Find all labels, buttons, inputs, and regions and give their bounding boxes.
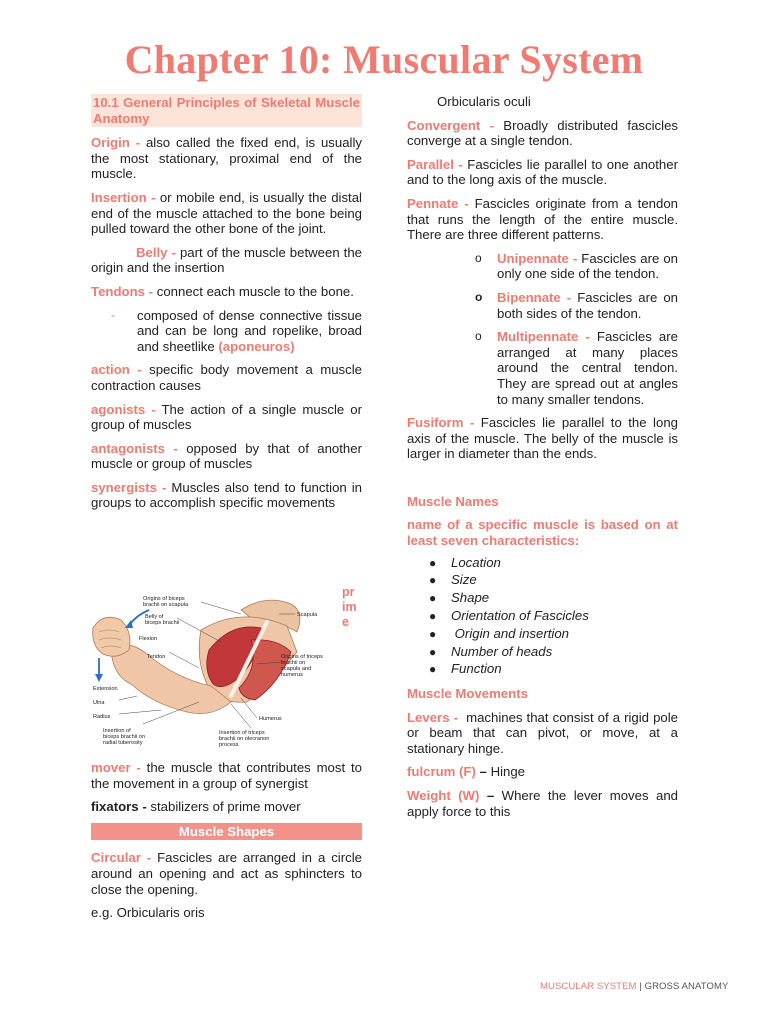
prime-fragment: pr im e <box>342 585 357 629</box>
left-column <box>91 94 362 519</box>
parallel-entry: Parallel - Fascicles lie parallel to one another and to the long axis of the muscle. <box>407 156 678 188</box>
label-origins-biceps: Origins of biceps brachii on scapula <box>143 596 189 608</box>
list-item: ● Origin and insertion <box>429 625 570 641</box>
eg-text: e.g. Orbicularis oris <box>91 905 205 921</box>
label-origins-triceps: Origins of triceps brachii on scapula and humerus <box>281 654 323 678</box>
page-title: Chapter 10: Muscular System <box>124 37 644 82</box>
fusiform-entry: Fusiform - Fascicles lie parallel to the long axis of the muscle. The belly of the muscle is larger in diameter than the ends. <box>407 415 678 462</box>
label-insertion-biceps: Insertion of biceps brachii on radial tuberosity <box>103 728 145 746</box>
muscle-shapes-bar: Muscle Shapes <box>91 823 362 841</box>
label-scapula: Scapula <box>297 612 318 618</box>
belly-entry: Belly - part of the muscle between the origin and the insertion <box>91 244 363 276</box>
list-item: ● Number of heads <box>429 643 553 659</box>
muscle-names-intro: name of a specific muscle is based on at least seven characteristics: <box>407 517 678 549</box>
tendons-entry: Tendons - connect each muscle to the bone. <box>91 283 354 299</box>
label-ulna: Ulna <box>93 700 105 706</box>
left-column-lower <box>91 760 362 929</box>
levers-entry: Levers - machines that consist of a rigid pole or beam that can pivot, or move, at a stationary hinge. <box>407 709 678 756</box>
label-flexion: Flexion <box>139 636 158 642</box>
weight-entry: Weight (W) – Where the lever moves and apply force to this <box>407 787 679 819</box>
label-tendon: Tendon <box>147 654 166 660</box>
mover-entry: mover - the muscle that contributes most to the movement in a group of synergist <box>91 760 362 791</box>
muscle-names-heading: Muscle Names <box>407 493 499 509</box>
list-item: ● Size <box>429 572 477 588</box>
label-insertion-triceps: Insertion of triceps brachii on olecranon process <box>219 730 270 748</box>
synergists-entry: synergists - Muscles also tend to function in groups to accomplish specific movements <box>91 479 363 511</box>
label-humerus: Humerus <box>259 716 282 722</box>
list-item: ● Shape <box>429 590 490 606</box>
page-footer: MUSCULAR SYSTEM | GROSS ANATOMY <box>540 981 729 992</box>
circular-entry: Circular - Fascicles are arranged in a circle around an opening and act as sphincters to close the opening. <box>91 850 362 897</box>
orbicularis-oculi: Orbicularis oculi <box>437 94 531 109</box>
list-item: ● Orientation of Fascicles <box>429 608 589 623</box>
multipennate-item: o Multipennate - Fascicles are arranged at many places around the central tendon. They are spread out at angles to many smaller tendons. <box>475 329 678 407</box>
bipennate-item: o Bipennate - Fascicles are on both sides of the tendon. <box>475 289 679 321</box>
label-extension: Extension <box>93 686 118 692</box>
insertion-entry: Insertion - or mobile end, is usually the distal end of the muscle attached to the bone being pulled toward the other bone of the joint. <box>91 189 362 237</box>
right-column <box>407 94 678 827</box>
arm-muscle-figure <box>91 592 335 752</box>
label-radius: Radius <box>93 714 111 720</box>
unipennate-item: o Unipennate - Fascicles are on only one side of the tendon. <box>475 250 679 282</box>
label-belly-biceps: Belly of biceps brachii <box>145 614 180 626</box>
section-heading: 10.1 General Principles of Skeletal Muscle Anatomy <box>93 95 360 126</box>
convergent-entry: Convergent - Broadly distributed fascicles converge at a single tendon. <box>407 117 678 149</box>
fixators-entry: fixators - stabilizers of prime mover <box>91 799 301 815</box>
fist-shape <box>93 617 130 656</box>
characteristics-list <box>407 555 678 678</box>
tendons-sub-item: - composed of dense connective tissue and can be long and ropelike, broad and sheetlike (aponeuros) <box>111 307 362 354</box>
list-item: ● Function <box>429 661 502 677</box>
antagonists-entry: antagonists - opposed by that of another muscle or group of muscles <box>91 440 362 472</box>
fulcrum-entry: fulcrum (F) – Hinge <box>407 764 526 780</box>
list-item: ● Location <box>429 554 501 570</box>
pennate-entry: Pennate - Fascicles originate from a tendon that runs the length of the entire muscle. There are three different patterns. <box>407 195 678 243</box>
muscle-movements-heading: Muscle Movements <box>407 685 528 701</box>
agonists-entry: agonists - The action of a single muscle or group of muscles <box>91 401 362 433</box>
action-entry: action - specific body movement a muscle contraction causes <box>91 362 362 393</box>
origin-entry: Origin - also called the fixed end, is usually the most stationary, proximal end of the muscle. <box>91 135 363 182</box>
